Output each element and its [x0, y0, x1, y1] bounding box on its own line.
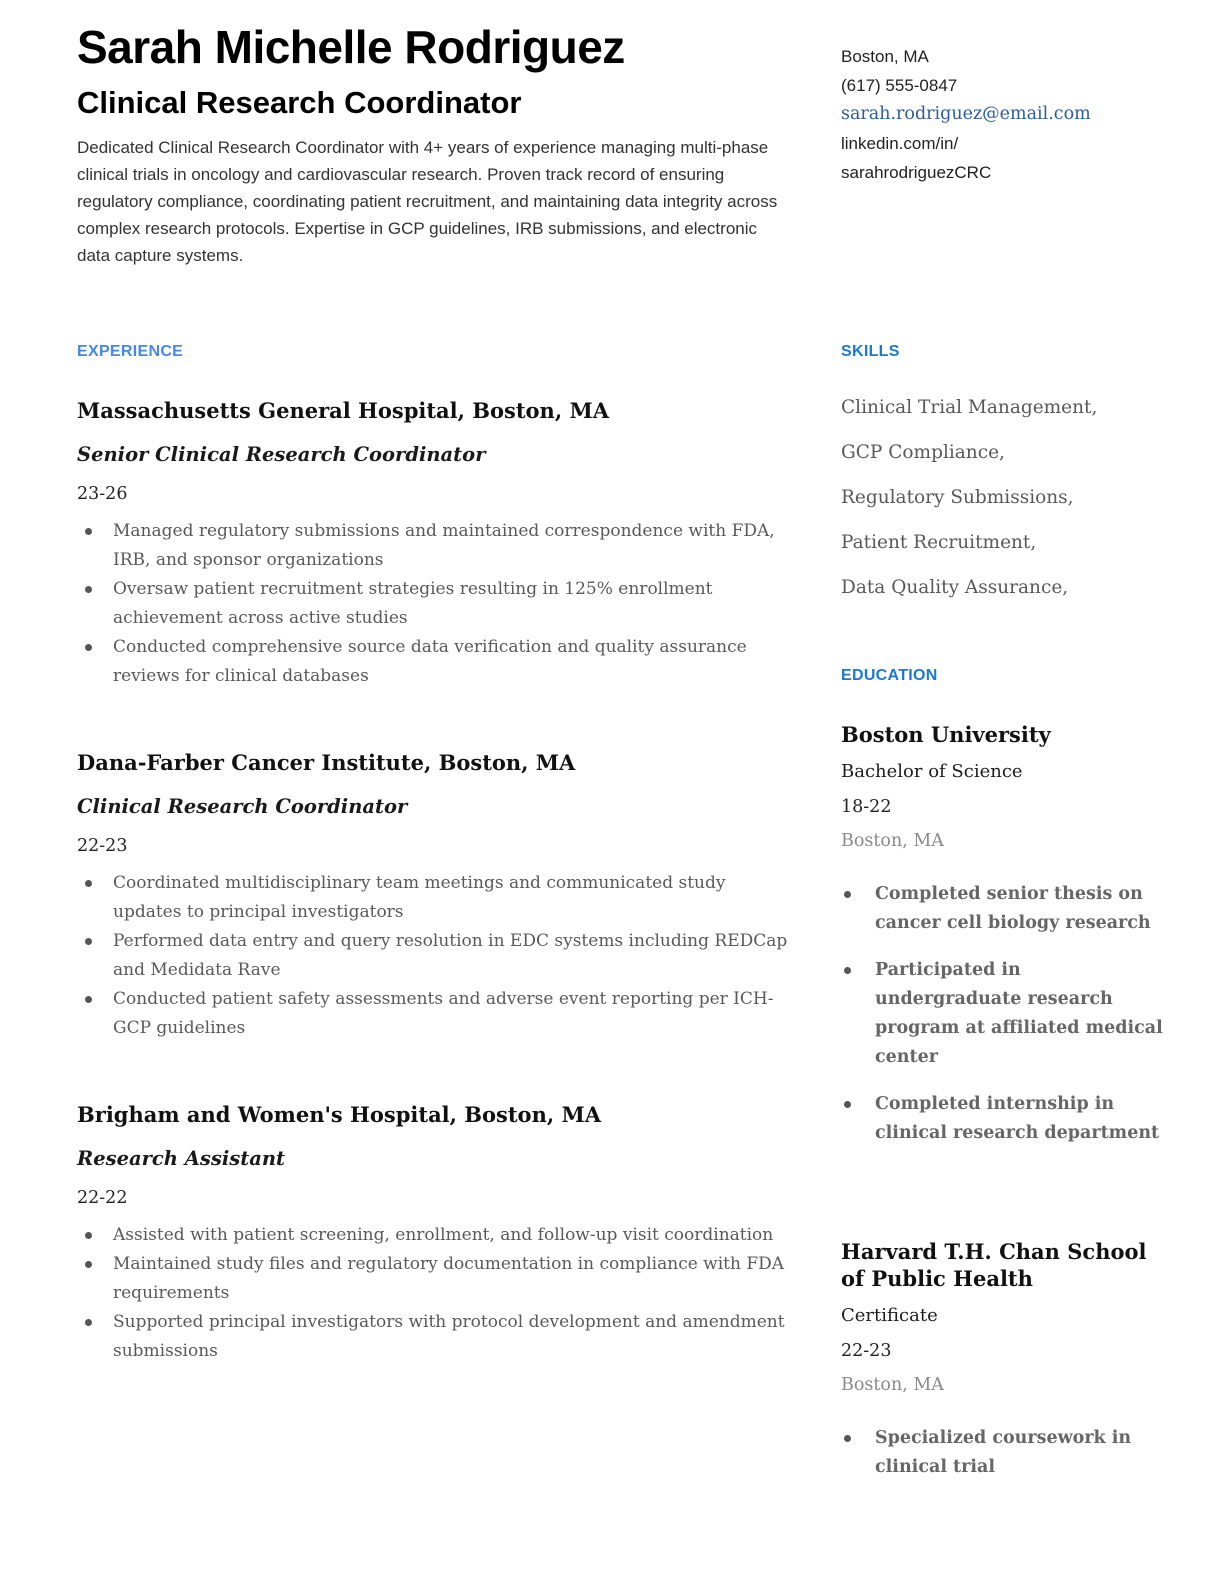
bullet-item: Completed internship in clinical research department — [841, 1090, 1171, 1148]
bullet-item: Conducted comprehensive source data verification and quality assurance reviews for clinical databases — [77, 633, 789, 691]
bullet-item: Assisted with patient screening, enrollment, and follow-up visit coordination — [77, 1221, 789, 1250]
contact-phone: (617) 555-0847 — [841, 76, 958, 95]
school-location: Boston, MA — [841, 1375, 944, 1396]
person-name: Sarah Michelle Rodriguez — [77, 21, 625, 73]
section-label-education: EDUCATION — [841, 667, 938, 685]
school-dates: 18-22 — [841, 797, 892, 818]
school-bullet-list — [841, 880, 1171, 1148]
bullet-item: Managed regulatory submissions and maintained correspondence with FDA, IRB, and sponsor organizations — [77, 517, 789, 575]
job-company: Massachusetts General Hospital, Boston, MA — [77, 398, 609, 424]
job-dates: 22-23 — [77, 836, 128, 857]
contact-linkedin-line1: linkedin.com/in/ — [841, 134, 959, 153]
bullet-item: Conducted patient safety assessments and adverse event reporting per ICH-GCP guidelines — [77, 985, 789, 1043]
experience-column — [77, 343, 789, 1500]
skills-section — [841, 343, 1171, 599]
bullet-item: Coordinated multidisciplinary team meetings and communicated study updates to principal investigators — [77, 869, 789, 927]
job-dates: 23-26 — [77, 484, 128, 505]
job-title: Senior Clinical Research Coordinator — [77, 443, 486, 467]
school-degree: Bachelor of Science — [841, 761, 1023, 783]
school-dates: 22-23 — [841, 1341, 892, 1362]
skill-item: Patient Recruitment, — [841, 532, 1037, 554]
bullet-item: Participated in undergraduate research program at affiliated medical center — [841, 956, 1171, 1072]
job-entry — [77, 1101, 789, 1366]
bullet-item: Oversaw patient recruitment strategies resulting in 125% enrollment achievement across active studies — [77, 575, 789, 633]
person-headline: Clinical Research Coordinator — [77, 84, 522, 120]
bullet-item: Completed senior thesis on cancer cell biology research — [841, 880, 1171, 938]
school-bullet-list — [841, 1424, 1171, 1482]
job-dates: 22-22 — [77, 1188, 128, 1209]
job-company: Dana-Farber Cancer Institute, Boston, MA — [77, 750, 576, 776]
skill-item: Regulatory Submissions, — [841, 487, 1074, 509]
school-entry — [841, 721, 1171, 1148]
skill-item: GCP Compliance, — [841, 442, 1005, 464]
job-title: Clinical Research Coordinator — [77, 795, 408, 819]
bullet-item: Supported principal investigators with protocol development and amendment submissions — [77, 1308, 789, 1366]
sidebar-column — [841, 343, 1171, 1500]
job-bullet-list — [77, 517, 789, 691]
job-title: Research Assistant — [77, 1147, 286, 1171]
contact-linkedin-line2: sarahrodriguezCRC — [841, 163, 992, 182]
job-entry — [77, 749, 789, 1043]
contact-location: Boston, MA — [841, 47, 929, 66]
education-section — [841, 667, 1171, 1482]
header-identity — [77, 22, 789, 269]
contact-email-link[interactable]: sarah.rodriguez@email.com — [841, 104, 1091, 124]
header — [77, 22, 1171, 269]
school-institution: Harvard T.H. Chan School of Public Health — [841, 1239, 1147, 1292]
school-degree: Certificate — [841, 1305, 938, 1327]
summary-paragraph: Dedicated Clinical Research Coordinator with 4+ years of experience managing multi-phase clinical trials in oncology and cardiovascular research. Proven track record of ensuring regulatory compliance, coordinating patient recruitment, and maintaining data integrity across complex research protocols. Expertise in GCP guidelines, IRB submissions, and electronic data capture systems. — [77, 138, 778, 266]
school-entry — [841, 1238, 1171, 1482]
job-bullet-list — [77, 1221, 789, 1366]
skill-item: Data Quality Assurance, — [841, 577, 1069, 599]
section-label-skills: SKILLS — [841, 343, 900, 361]
job-entry — [77, 397, 789, 691]
contact-block — [841, 22, 1171, 269]
school-institution: Boston University — [841, 722, 1051, 748]
job-bullet-list — [77, 869, 789, 1043]
skill-item: Clinical Trial Management, — [841, 397, 1098, 419]
bullet-item: Performed data entry and query resolution in EDC systems including REDCap and Medidata Rave — [77, 927, 789, 985]
school-location: Boston, MA — [841, 831, 944, 852]
main-content — [77, 343, 1171, 1500]
job-company: Brigham and Women's Hospital, Boston, MA — [77, 1102, 601, 1128]
bullet-item: Specialized coursework in clinical trial — [841, 1424, 1171, 1482]
bullet-item: Maintained study files and regulatory documentation in compliance with FDA requirements — [77, 1250, 789, 1308]
section-label-experience: EXPERIENCE — [77, 343, 184, 361]
